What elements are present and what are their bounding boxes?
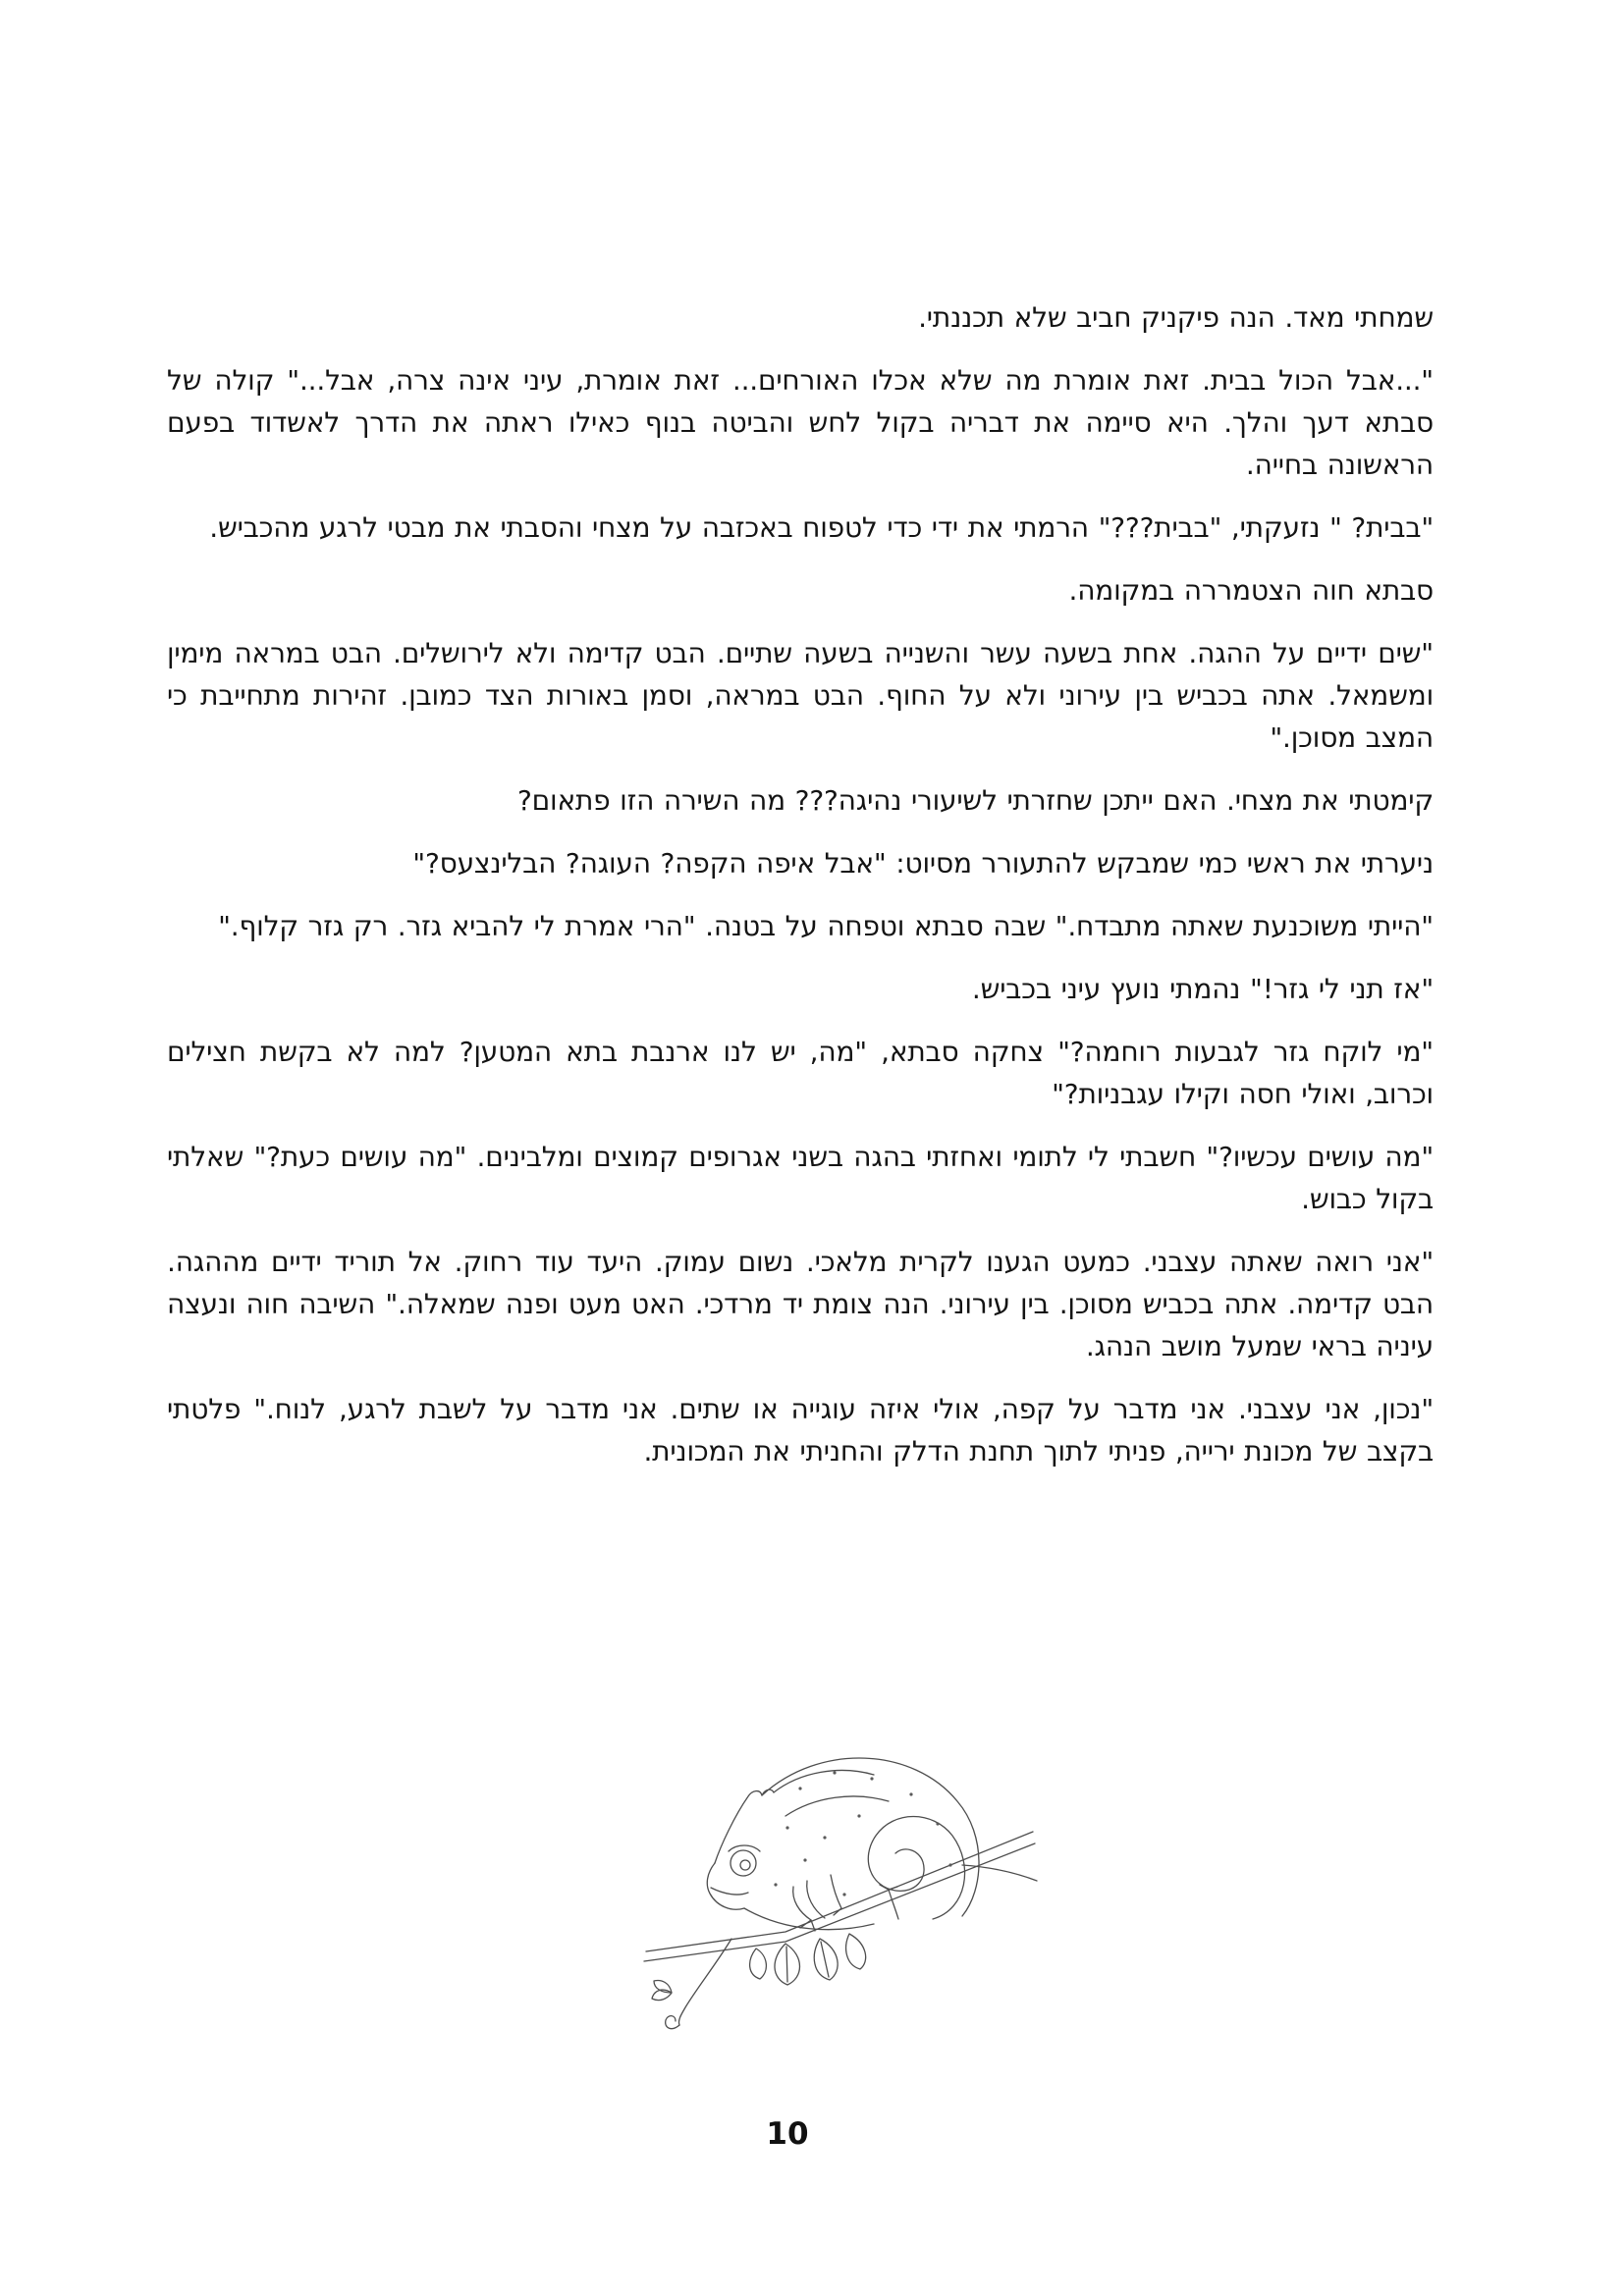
paragraph: "מי לוקח גזר לגבעות רוחמה?" צחקה סבתא, "מה, יש לנו ארנבת בתא המטען? למה לא בקשת חצילים וכרוב, ואולי חסה וקילו עגבניות?" [167,1036,1434,1110]
paragraph: שמחתי מאד. הנה פיקניק חביב שלא תכננתי. [918,301,1434,334]
paragraph: "בבית? " נזעקתי, "בבית???" הרמתי את ידי כדי לטפוח באכזבה על מצחי והסבתי את מבטי לרגע מהכביש. [209,511,1434,544]
paragraph: סבתא חוה הצטמררה במקומה. [1068,574,1434,607]
paragraph: "אז תני לי גזר!" נהמתי נועץ עיני בכביש. [971,973,1434,1005]
chameleon-illustration [638,1698,1041,2042]
paragraph: "נכון, אני עצבני. אני מדבר על קפה, אולי איזה עוגייה או שתים. אני מדבר על לשבת לרגע, לנוח." פלטתי בקצב של מכונת ירייה, פניתי לתוך תחנת הדלק והחניתי את המכונית. [167,1393,1434,1468]
story-text [167,296,1434,1493]
paragraph: "שים ידיים על ההגה. אחת בשעה עשר והשנייה בשעה שתיים. הבט קדימה ולא לירושלים. הבט במראה מימין ומשמאל. אתה בכביש בין עירוני ולא על החוף. הבט במראה, וסמן באורות הצד כמובן. זהירות מתחייבת כי המצב מסוכן." [167,637,1434,754]
paragraph: "...אבל הכול בבית. זאת אומרת מה שלא אכלו האורחים... זאת אומרת, עיני אינה צרה, אבל..." קולה של סבתא דעך והלך. היא סיימה את דבריה בקול לחש והביטה בנוף כאילו ראתה את הדרך לאשדוד בפעם הראשונה בחייה. [167,364,1434,481]
page-number: 10 [766,2116,809,2152]
paragraph: "הייתי משוכנעת שאתה מתבדח." שבה סבתא וטפחה על בטנה. "הרי אמרת לי להביא גזר. רק גזר קלוף." [218,910,1434,942]
paragraph: ניערתי את ראשי כמי שמבקש להתעורר מסיוט: "אבל איפה הקפה? העוגה? הבלינצעס?" [412,847,1434,880]
paragraph: קימטתי את מצחי. האם ייתכן שחזרתי לשיעורי נהיגה??? מה השירה הזו פתאום? [516,784,1434,817]
paragraph: "מה עושים עכשיו?" חשבתי לי לתומי ואחזתי בהגה בשני אגרופים קמוצים ומלבינים. "מה עושים כעת?" שאלתי בקול כבוש. [167,1141,1434,1215]
paragraph: "אני רואה שאתה עצבני. כמעט הגענו לקרית מלאכי. נשום עמוק. היעד עוד רחוק. אל תוריד ידיים מההגה. הבט קדימה. אתה בכביש מסוכן. בין עירוני. הנה צומת יד מרדכי. האט מעט ופנה שמאלה." השיבה חוה ונעצה עיניה בראי שמעל מושב הנהג. [167,1246,1434,1362]
chameleon-drawing [638,1698,1041,2042]
